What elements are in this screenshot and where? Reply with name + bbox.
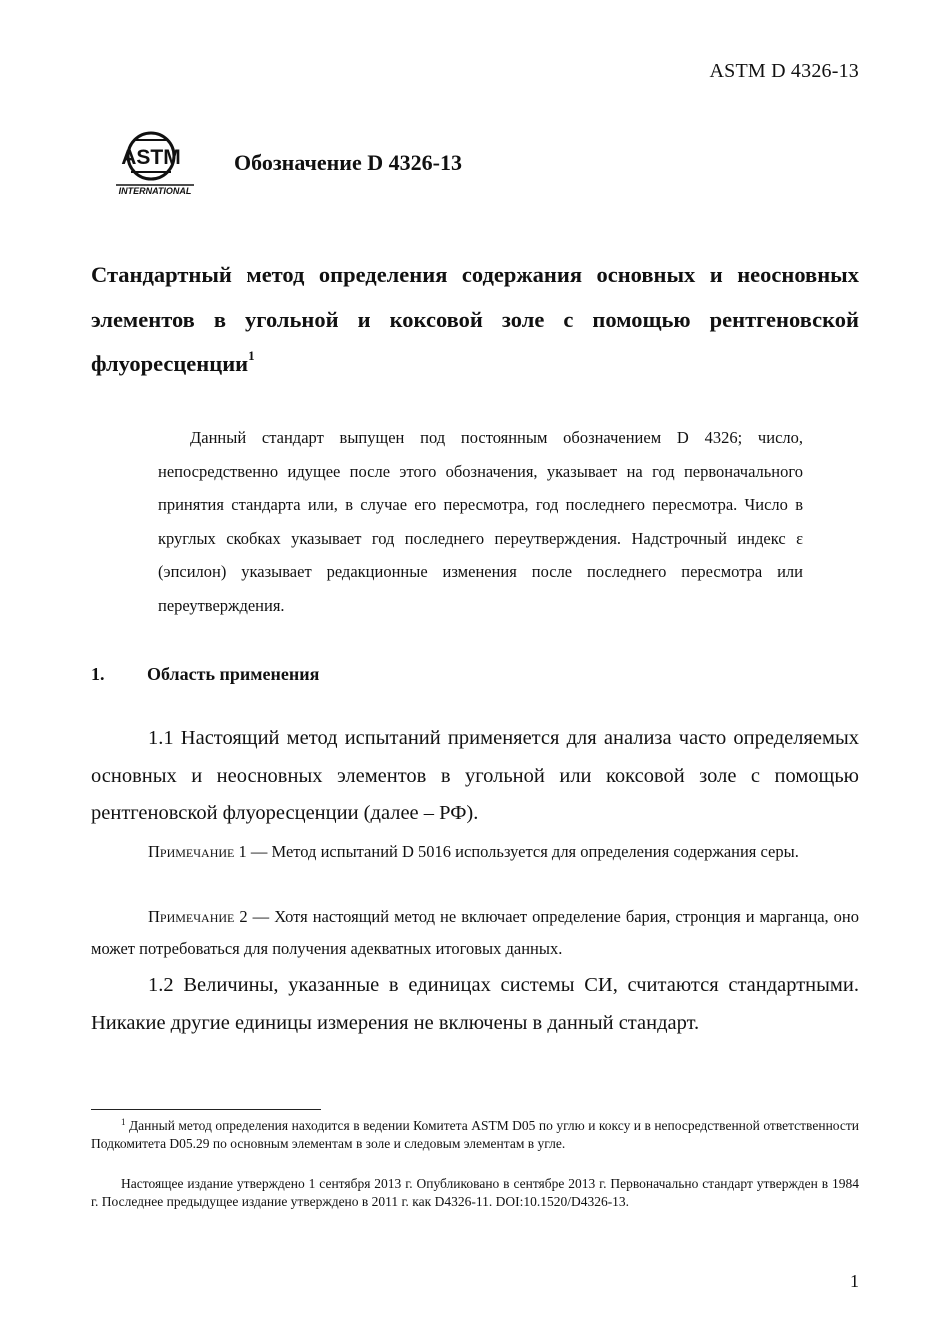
note-1-text: — Метод испытаний D 5016 используется для определения содержания серы. xyxy=(246,842,799,861)
note-1-label: Примечание 1 xyxy=(148,842,247,861)
footnote-divider xyxy=(91,1109,321,1110)
document-title xyxy=(91,253,859,387)
preamble-paragraph: Данный стандарт выпущен под постоянным обозначением D 4326; число, непосредственно идущее после этого обозначения, указывает на год первоначального принятия стандарта или, в случае его пересмотра, год последнего пересмотра. Число в круглых скобках указывает год последнего переутверждения. Надстрочный индекс ε (эпсилон) указывает редакционные изменения после последнего пересмотра или переутверждения. xyxy=(158,428,803,615)
section-1-title: Область применения xyxy=(147,664,320,684)
note-1 xyxy=(91,836,859,868)
header-standard-code: ASTM D 4326-13 xyxy=(709,60,859,82)
title-footnote-ref: 1 xyxy=(248,348,255,363)
footnote-1-marker: 1 xyxy=(121,1117,126,1127)
logo-astm-text: ASTM xyxy=(121,146,181,169)
section-1-heading xyxy=(91,664,319,685)
paragraph-1-1: 1.1 Настоящий метод испытаний применяется для анализа часто определяемых основных и неосновных элементов в угольной или коксовой золе с помощью рентгеновской флуоресценции (далее – РФ). xyxy=(91,727,859,824)
note-2-label: Примечание 2 xyxy=(148,907,248,926)
page-number: 1 xyxy=(850,1271,859,1291)
note-2-text: — Хотя настоящий метод не включает определение бария, стронция и марганца, оно может потребоваться для получения адекватных итоговых данных. xyxy=(91,907,859,958)
document-title-text: Стандартный метод определения содержания основных и неосновных элементов в угольной и коксовой золе с помощью рентгеновской флуоресценции xyxy=(91,262,859,376)
designation-title: Обозначение D 4326-13 xyxy=(234,150,462,175)
paragraph-1-2: 1.2 Величины, указанные в единицах системы СИ, считаются стандартными. Никакие другие единицы измерения не включены в данный стандарт. xyxy=(91,974,859,1034)
footnote-1 xyxy=(91,1117,859,1153)
note-2 xyxy=(91,901,859,965)
logo-international-text: INTERNATIONAL xyxy=(118,186,192,196)
astm-international-logo-icon xyxy=(113,126,197,198)
section-1-number: 1. xyxy=(91,664,105,684)
footnote-1-text: Данный метод определения находится в ведении Комитета ASTM D05 по углю и коксу и в непосредственной ответственности Подкомитета D05.29 по основным элементам в золе и следовым элементам в угле. xyxy=(91,1118,859,1151)
footnote-2: Настоящее издание утверждено 1 сентября 2013 г. Опубликовано в сентябре 2013 г. Первоначально стандарт утвержден в 1984 г. Последнее предыдущее издание утверждено в 2011 г. как D4326-11. DOI:10.1520/D4326-13. xyxy=(91,1176,859,1209)
